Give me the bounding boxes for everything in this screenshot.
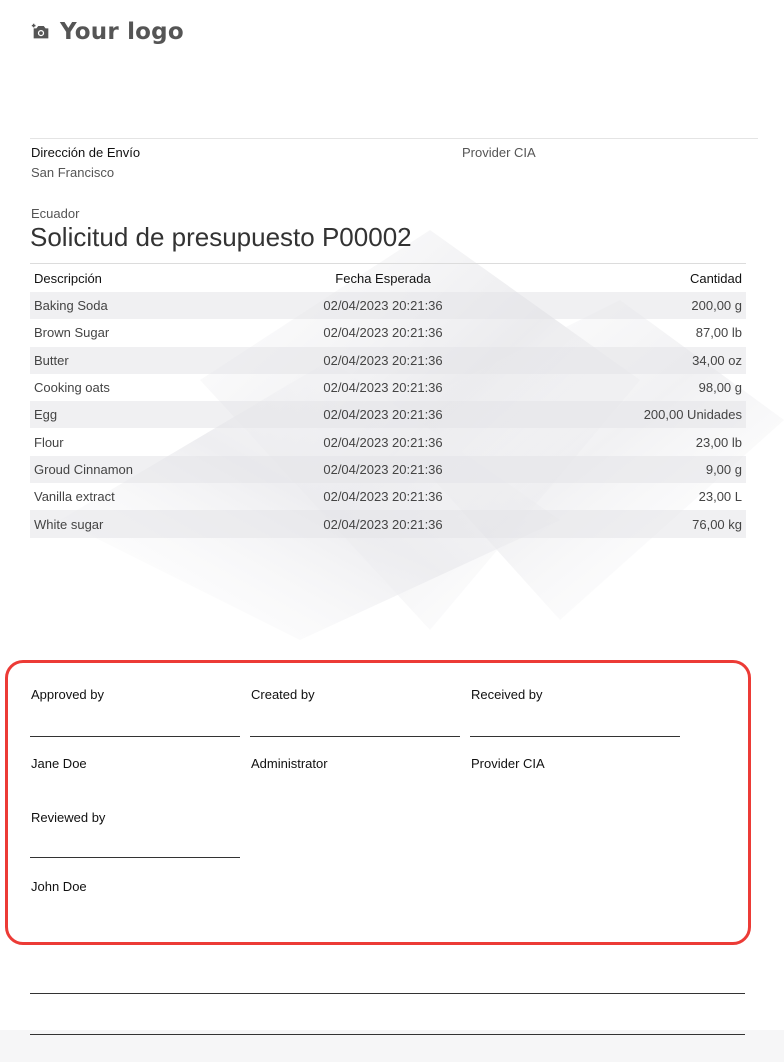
cell-date: 02/04/2023 20:21:36 [228,401,538,428]
cell-description: Vanilla extract [34,489,115,505]
footer-line-2 [30,1034,745,1035]
received-by-label: Received by [471,687,543,702]
table-row [30,510,746,537]
cell-quantity: 76,00 kg [538,510,746,537]
table-row [30,347,746,374]
header-description: Descripción [30,264,228,293]
table-header-row [30,264,746,293]
table-row [30,456,746,483]
shipping-address-label: Dirección de Envío [31,145,141,160]
table-row [30,401,746,428]
document-title: Solicitud de presupuesto P00002 [30,222,412,252]
header-quantity: Cantidad [538,264,746,293]
received-by-name: Provider CIA [471,756,545,771]
shipping-city: San Francisco [31,165,115,180]
cell-quantity: 23,00 lb [695,434,742,450]
cell-description: Flour [34,434,64,450]
cell-quantity: 200,00 g [538,292,746,319]
cell-date: 02/04/2023 20:21:36 [323,434,443,450]
cell-quantity: 34,00 oz [538,347,746,374]
cell-description: White sugar [30,510,228,537]
cell-date: 02/04/2023 20:21:36 [323,489,443,505]
cell-date: 02/04/2023 20:21:36 [228,292,538,319]
cell-date: 02/04/2023 20:21:36 [228,347,538,374]
vendor-name: Provider CIA [462,145,536,160]
table-row [30,428,746,455]
approved-by-signature-line [30,736,240,737]
cell-quantity: 98,00 g [698,380,742,396]
cell-date: 02/04/2023 20:21:36 [228,456,538,483]
cell-quantity: 200,00 Unidades [538,401,746,428]
logo-text: Your logo [60,19,184,45]
header-expected-date: Fecha Esperada [228,264,538,293]
footer-line-1 [30,993,745,994]
cell-description: Cooking oats [34,380,110,396]
received-by-signature-line [470,736,680,737]
cell-description: Brown Sugar [34,325,110,341]
signature-section-highlight [5,660,751,945]
cell-description: Butter [30,347,228,374]
created-by-signature-line [250,736,460,737]
created-by-label: Created by [251,687,315,702]
approved-by-label: Approved by [31,687,104,702]
cell-description: Groud Cinnamon [30,456,228,483]
cell-quantity: 87,00 lb [695,325,742,341]
approved-by-name: Jane Doe [31,756,87,771]
cell-date: 02/04/2023 20:21:36 [323,325,443,341]
table-row [30,319,746,346]
cell-quantity: 23,00 L [698,489,742,505]
cell-description: Baking Soda [30,292,228,319]
camera-icon [30,21,52,43]
created-by-name: Administrator [251,756,328,771]
table-row [30,374,746,401]
table-row [30,483,746,510]
table-row [30,292,746,319]
cell-date: 02/04/2023 20:21:36 [323,380,443,396]
cell-quantity: 9,00 g [538,456,746,483]
shipping-country: Ecuador [31,206,80,221]
reviewed-by-label: Reviewed by [31,810,106,825]
header-divider [30,138,758,139]
cell-date: 02/04/2023 20:21:36 [228,510,538,537]
order-lines-table [30,263,746,538]
cell-description: Egg [30,401,228,428]
company-logo [30,12,192,52]
reviewed-by-signature-line [30,857,240,858]
reviewed-by-name: John Doe [31,879,87,894]
